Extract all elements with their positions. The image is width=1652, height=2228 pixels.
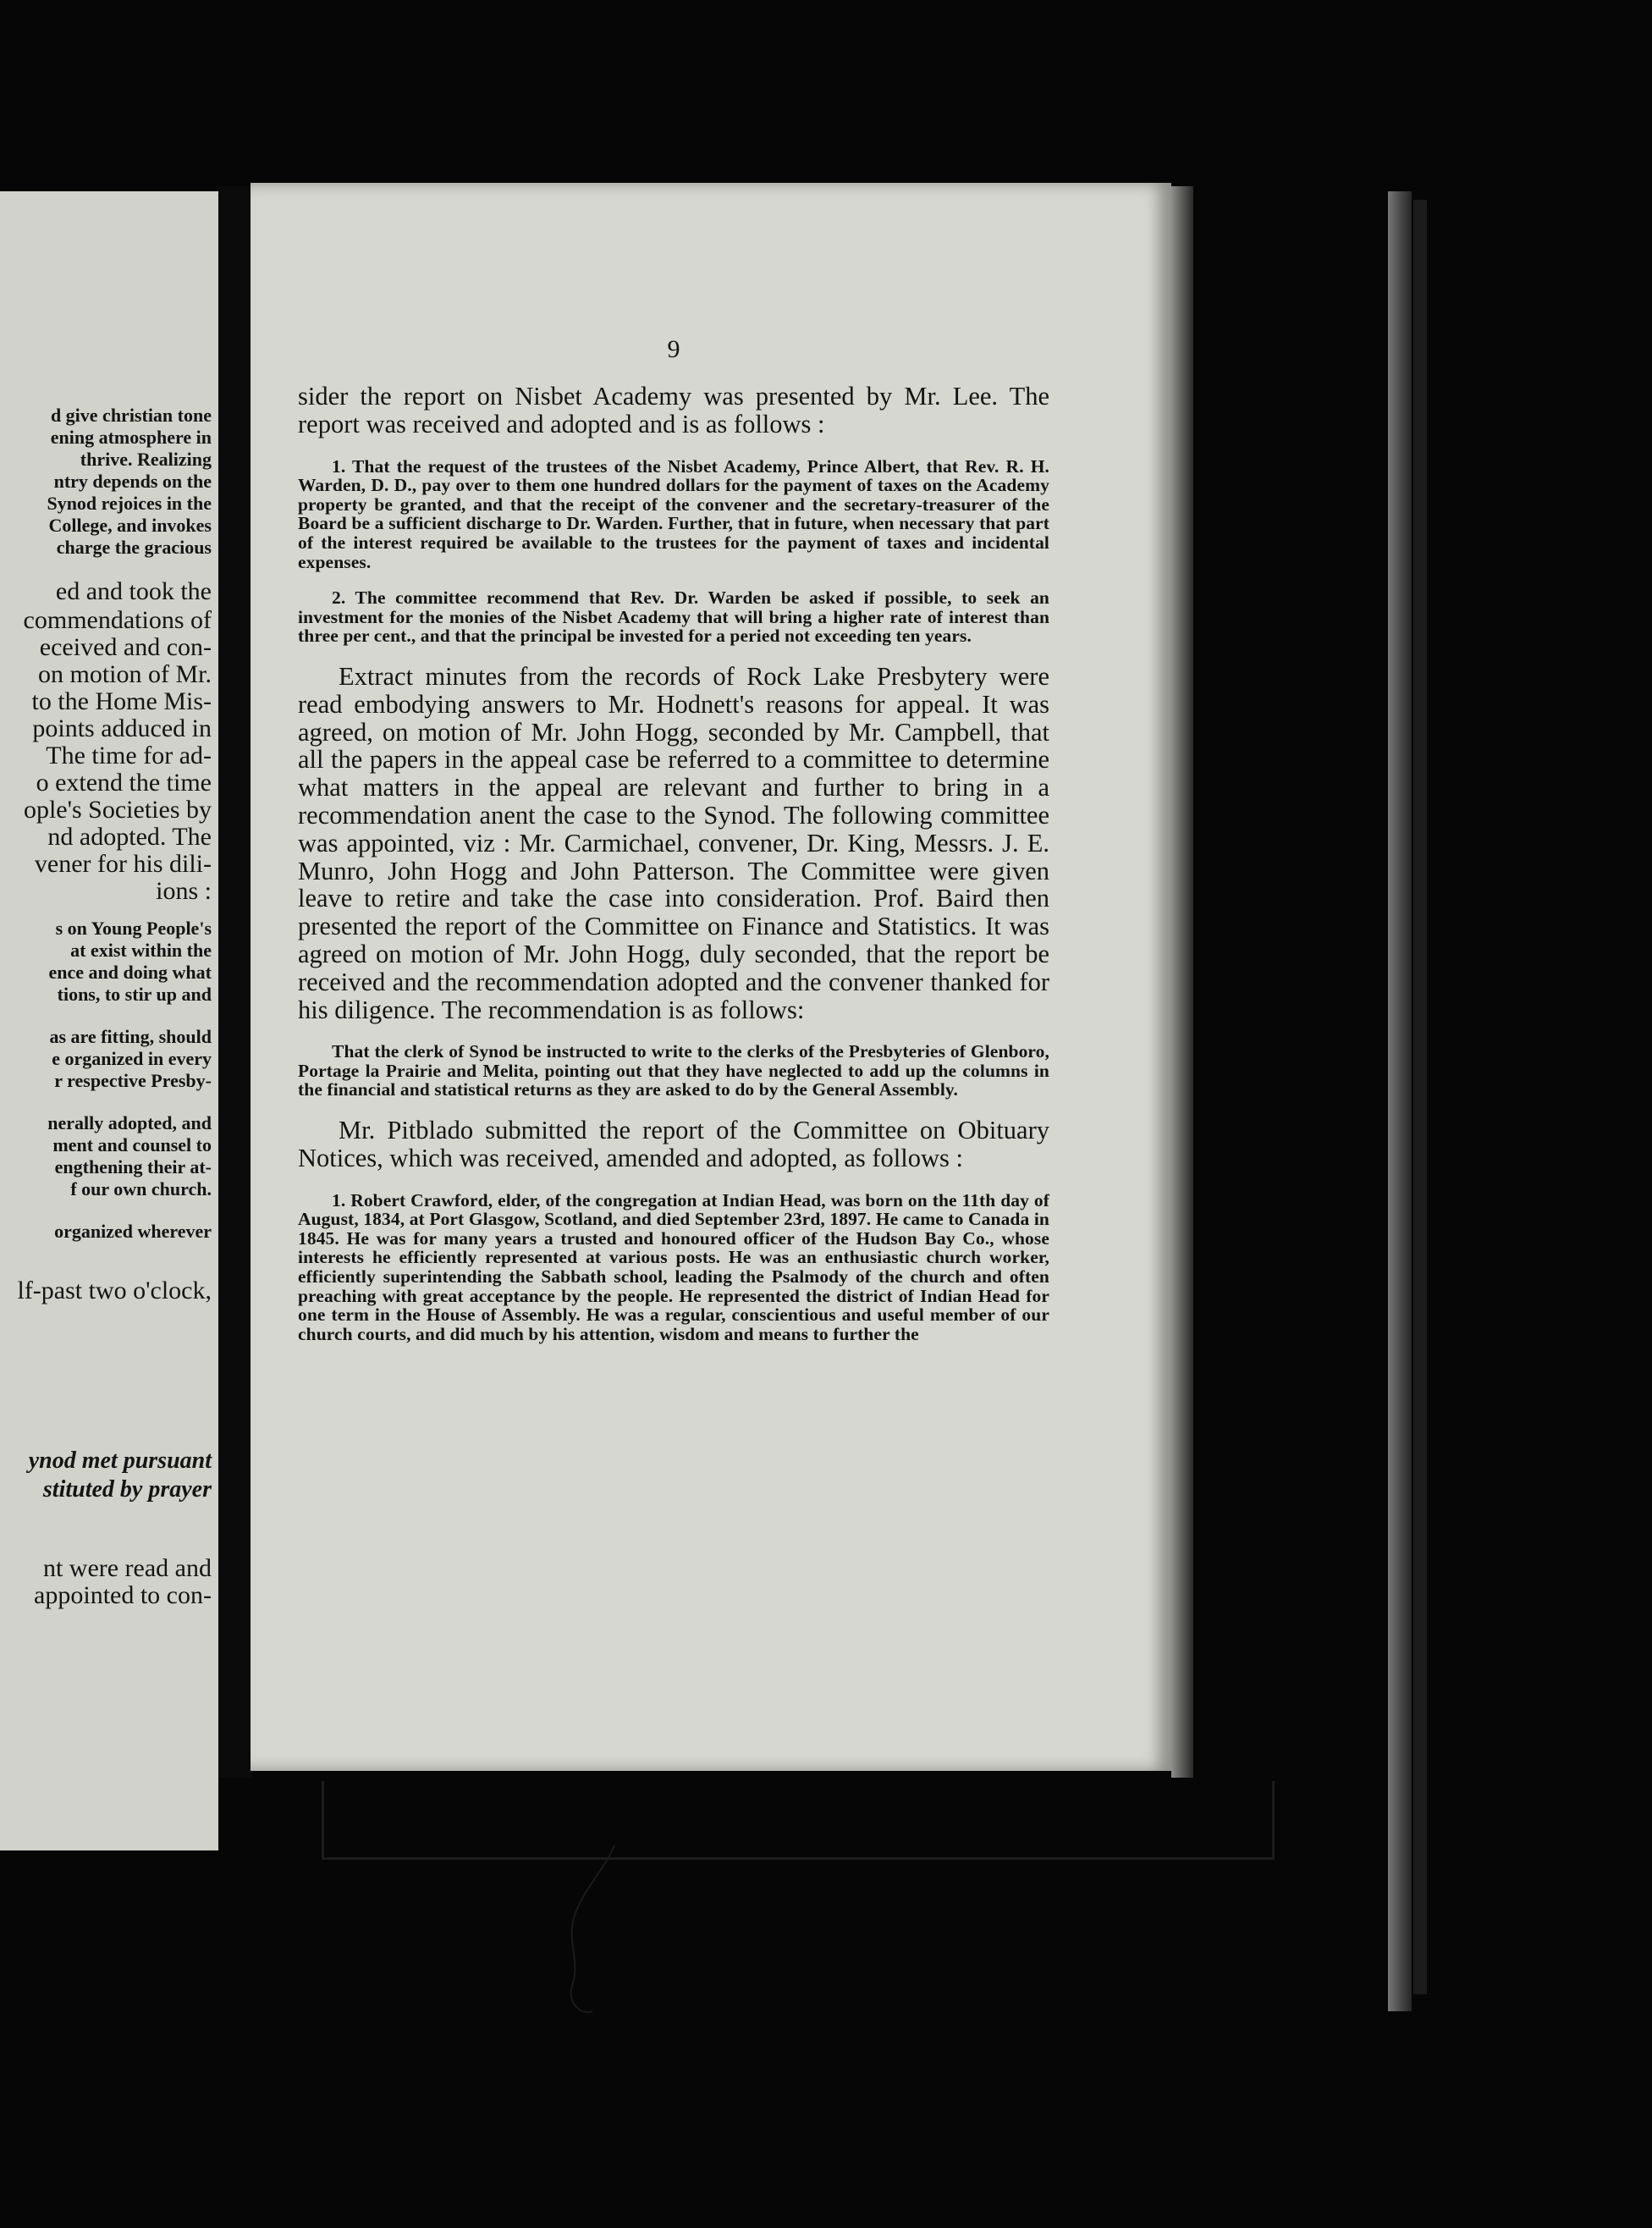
left-text-fragment: The time for ad- xyxy=(46,742,212,769)
left-text-fragment: nd adopted. The xyxy=(47,823,212,851)
paragraph-rock-lake-minutes: Extract minutes from the records of Rock Lake Presbytery were read embodying answers to Mr. Hodnett's reasons for appeal. It was agreed, on motion of Mr. John Hogg, seconded by Mr. Campbell, that all the papers in the appeal case be referred to a committee to determine what matters in the appeal are relevant and further to bring in a recommendation anent the case to the Synod. The following committee was appointed, viz : Mr. Carmichael, convener, Dr. King, Messrs. J. E. Munro, John Hogg and John Patterson. The Committee were given leave to retire and take the case into consideration. Prof. Baird then presented the report of the Committee on Finance and Statistics. It was agreed on motion of Mr. John Hogg, duly seconded, that the report be received and the recommendation adopted and the convener thanked for his diligence. The recommendation is as follows: xyxy=(298,661,1049,1024)
left-text-fragment: College, and invokes xyxy=(48,515,212,536)
left-text-fragment: ence and doing what xyxy=(48,962,212,983)
left-text-fragment: stituted by prayer xyxy=(42,1476,212,1503)
left-text-fragment: f our own church. xyxy=(70,1178,212,1199)
left-text-fragment: commendations of xyxy=(23,606,212,634)
page-edge xyxy=(1171,186,1193,1778)
left-text-fragment: ions : xyxy=(156,877,212,905)
left-text-fragment: as are fitting, should xyxy=(49,1026,212,1047)
left-text-fragment: Synod rejoices in the xyxy=(47,493,212,514)
ink-scribble xyxy=(555,1842,640,2020)
left-text-fragment: ment and counsel to xyxy=(52,1134,212,1155)
left-text-fragment: nt were read and xyxy=(42,1554,212,1582)
left-page xyxy=(0,191,218,1850)
left-text-fragment: lf-past two o'clock, xyxy=(17,1277,212,1304)
obituary-item-1: 1. Robert Crawford, elder, of the congregation at Indian Head, was born on the 11th day of August, 1834, at Port Glasgow, Scotland, and died September 23rd, 1897. He came to Canada in 1845. He was for many years a trusted and honoured officer of the Hudson Bay Co., whose interests he efficiently represented at various posts. He was an enthusiastic church worker, efficiently superintending the Sabbath school, leading the Psalmody of the church and often preaching with great acceptance by the people. He represented the district of Indian Head for one term in the House of Assembly. He was a regular, conscientious and useful member of our church courts, and did much by his attention, wisdom and means to further the xyxy=(298,1189,1049,1344)
left-text-fragment: e organized in every xyxy=(52,1048,212,1069)
report-item-2: 2. The committee recommend that Rev. Dr. Warden be asked if possible, to seek an investment for the monies of the Nisbet Academy that will bring a higher rate of interest than three per cent., and that the principal be invested for a peried not exceeding ten years. xyxy=(298,587,1049,647)
left-text-fragment: on motion of Mr. xyxy=(37,660,212,688)
left-text-fragment: charge the gracious xyxy=(56,537,212,558)
left-text-fragment: to the Home Mis- xyxy=(31,687,212,715)
recommendation-text: That the clerk of Synod be instructed to write to the clerks of the Presbyteries of Glenboro, Portage la Prairie and Melita, pointing out that they have neglected to add up the columns in the financial and statistical returns as they are asked to do by the General Assembly. xyxy=(298,1041,1049,1100)
left-text-fragment: ening atmosphere in xyxy=(50,427,212,448)
cover-board-outline xyxy=(322,1781,1275,1860)
left-text-fragment: at exist within the xyxy=(70,940,212,961)
book-gutter xyxy=(218,186,252,1778)
left-text-fragment: vener for his dili- xyxy=(34,850,212,878)
left-text-fragment: o extend the time xyxy=(36,769,212,797)
report-item-1: 1. That the request of the trustees of the Nisbet Academy, Prince Albert, that Rev. R. H. Warden, D. D., pay over to them one hundred dollars for the payment of taxes on the Academy property be granted, and that the receipt of the convener and the secretary-treasurer of the Board be a sufficient discharge to Dr. Warden. Further, that in future, when necessary that part of the interest required be available to the trustees for the payment of taxes and incidental expenses. xyxy=(298,455,1049,572)
left-text-fragment: ed and took the xyxy=(55,577,212,605)
right-page xyxy=(251,183,1171,1771)
left-text-fragment: tions, to stir up and xyxy=(57,984,212,1005)
left-text-fragment: appointed to con- xyxy=(34,1581,212,1609)
left-text-fragment: eceived and con- xyxy=(39,633,212,661)
page-stack-edge-shadow xyxy=(1413,200,1427,1994)
left-text-fragment: ynod met pursuant xyxy=(28,1448,212,1474)
paragraph-obituary-report: Mr. Pitblado submitted the report of the Committee on Obituary Notices, which was received, amended and adopted, as follows : xyxy=(298,1116,1049,1172)
left-text-fragment: points adduced in xyxy=(32,714,212,742)
left-text-fragment: thrive. Realizing xyxy=(80,449,212,470)
paragraph-nisbet-report: sider the report on Nisbet Academy was presented by Mr. Lee. The report was received and adopted and is as follows : xyxy=(298,382,1049,438)
left-text-fragment: ntry depends on the xyxy=(53,471,212,492)
left-text-fragment: ople's Societies by xyxy=(23,796,212,824)
left-text-fragment: organized wherever xyxy=(54,1221,212,1242)
left-text-fragment: nerally adopted, and xyxy=(47,1112,212,1133)
left-text-fragment: s on Young People's xyxy=(55,918,212,939)
left-text-fragment: r respective Presby- xyxy=(54,1070,212,1091)
left-text-fragment: engthening their at- xyxy=(54,1156,212,1177)
left-text-fragment: d give christian tone xyxy=(50,405,212,426)
page-stack-edge xyxy=(1388,191,1412,2011)
page-number: 9 xyxy=(667,335,680,363)
page-text-block xyxy=(298,335,1049,1360)
